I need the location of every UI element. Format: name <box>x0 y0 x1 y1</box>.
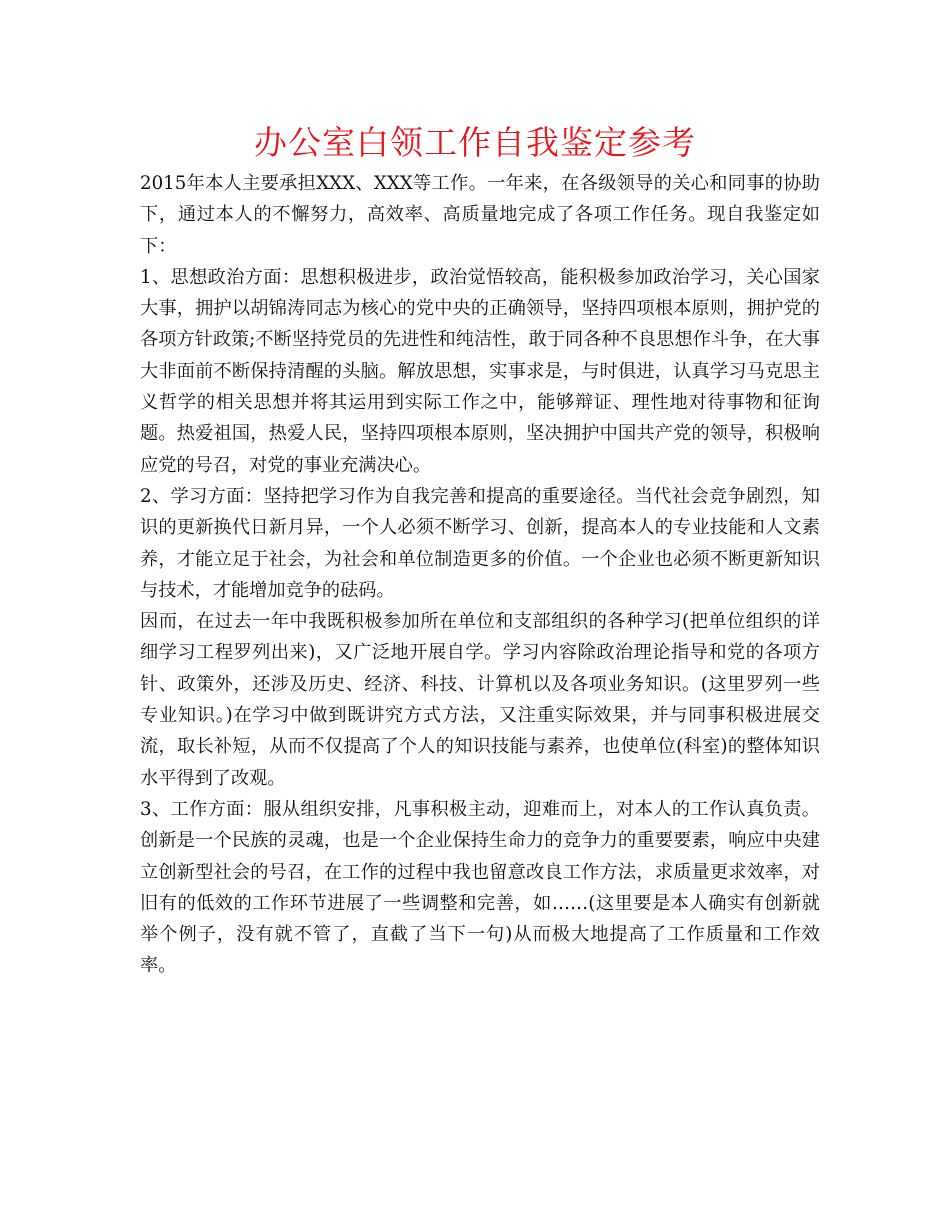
study-detail-paragraph: 因而，在过去一年中我既积极参加所在单位和支部组织的各种学习(把单位组织的详细学习工程罗列出来)，又广泛地开展自学。学习内容除政治理论指导和党的各项方针、政策外，还涉及历史、经济、科技、计算机以及各项业务知识。(这里罗列一些专业知识。)在学习中做到既讲究方式方法，又注重实际效果，并与同事积极进展交流，取长补短，从而不仅提高了个人的知识技能与素养，也使单位(科室)的整体知识水平得到了改观。 <box>140 611 820 789</box>
document-body <box>140 168 820 982</box>
document-title: 办公室白领工作自我鉴定参考 <box>254 123 696 162</box>
intro-paragraph: 2015年本人主要承担XXX、XXX等工作。一年来，在各级领导的关心和同事的协助下，通过本人的不懈努力，高效率、高质量地完成了各项工作任务。现自我鉴定如下： <box>140 173 820 257</box>
study-paragraph: 2、学习方面：坚持把学习作为自我完善和提高的重要途径。当代社会竞争剧烈，知识的更新换代日新月异，一个人必须不断学习、创新，提高本人的专业技能和人文素养，才能立足于社会，为社会和单位制造更多的价值。一个企业也必须不断更新知识与技术，才能增加竞争的砝码。 <box>140 485 820 601</box>
political-paragraph: 1、思想政治方面：思想积极进步，政治觉悟较高，能积极参加政治学习，关心国家大事，拥护以胡锦涛同志为核心的党中央的正确领导，坚持四项根本原则，拥护党的各项方针政策;不断坚持党员的先进性和纯洁性，敢于同各种不良思想作斗争，在大事大非面前不断保持清醒的头脑。解放思想，实事求是，与时俱进，认真学习马克思主义哲学的相关思想并将其运用到实际工作之中，能够辩证、理性地对待事物和征询题。热爱祖国，热爱人民，坚持四项根本原则，坚决拥护中国共产党的领导，积极响应党的号召，对党的事业充满决心。 <box>140 266 820 476</box>
work-paragraph: 3、工作方面：服从组织安排，凡事积极主动，迎难而上，对本人的工作认真负责。创新是一个民族的灵魂，也是一个企业保持生命力的竞争力的重要要素，响应中央建立创新型社会的号召，在工作的过程中我也留意改良工作方法，求质量更求效率，对旧有的低效的工作环节进展了一些调整和完善，如……(这里要是本人确实有创新就举个例子，没有就不管了，直截了当下一句)从而极大地提高了工作质量和工作效率。 <box>140 798 820 977</box>
